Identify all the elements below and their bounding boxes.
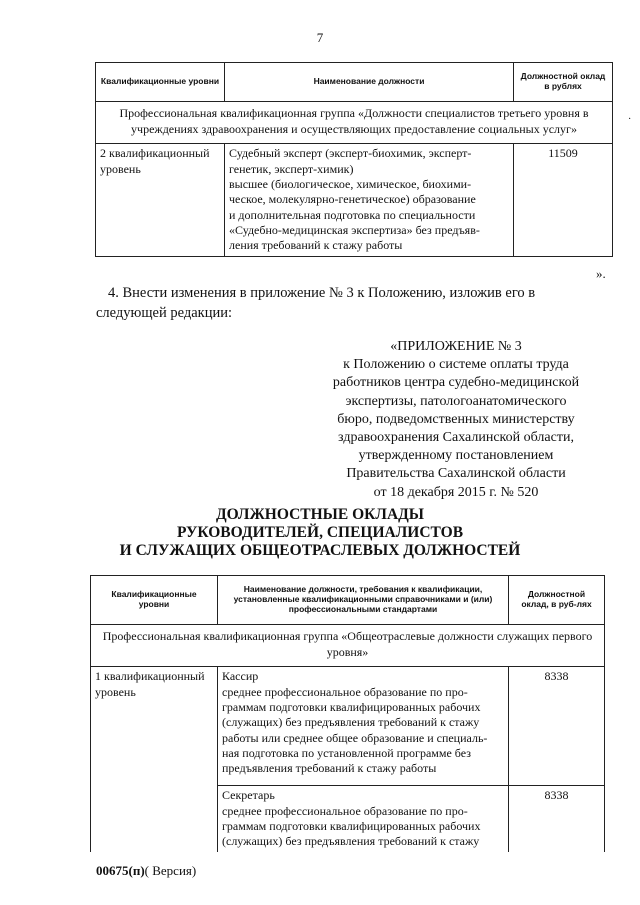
amendment-paragraph-line2: следующей редакции: bbox=[96, 305, 233, 321]
position-line: граммам подготовки квалифицированных рабочих bbox=[222, 818, 481, 833]
salary-cell: 11509 bbox=[514, 144, 613, 257]
position-cell bbox=[225, 144, 514, 257]
appendix-line: экспертизы, патологоанатомического bbox=[345, 393, 567, 409]
appendix-line: к Положению о системе оплаты труда bbox=[343, 357, 569, 373]
position-line: среднее профессиональное образование по про- bbox=[222, 684, 468, 699]
appendix-line: работников центра судебно-медицинской bbox=[332, 375, 580, 391]
position-title: Секретарь bbox=[222, 788, 275, 803]
position-line: Судебный эксперт (эксперт-биохимик, эксперт- bbox=[229, 146, 472, 161]
position-line: (служащих) без предъявления требований к стажу bbox=[222, 834, 480, 849]
position-cell bbox=[218, 786, 509, 852]
position-line: высшее (биологическое, химическое, биохими- bbox=[229, 176, 472, 191]
appendix-block bbox=[300, 338, 612, 502]
header-levels: Квалификационные уровни bbox=[96, 63, 225, 102]
level-cell: 1 квалификационный уровень bbox=[91, 667, 218, 852]
header-salary: Должностной оклад, в руб-лях bbox=[509, 576, 605, 625]
footer bbox=[96, 863, 196, 879]
header-levels: Квалификационные уровни bbox=[91, 576, 218, 625]
group-row bbox=[91, 625, 605, 667]
position-line: генетик, эксперт-химик) bbox=[229, 161, 354, 176]
document-code: 00675(п) bbox=[96, 863, 145, 878]
header-position: Наименование должности bbox=[225, 63, 514, 102]
table-row bbox=[96, 144, 613, 257]
level-cell: 2 квалификационный уровень bbox=[96, 144, 225, 257]
header-salary: Должностной оклад в рублях bbox=[514, 63, 613, 102]
header-position: Наименование должности, требования к квалификации, установленные квалификационными справочниками и (или) профессиональными стандартами bbox=[218, 576, 509, 625]
group-title: Профессиональная квалификационная группа «Должности специалистов третьего уровня в учреждениях здравоохранения и осуществляющих предоставление социальных услуг» bbox=[96, 102, 613, 144]
positions-table-2 bbox=[90, 575, 605, 852]
document-version: ( Версия) bbox=[144, 863, 197, 878]
closing-quote: ». bbox=[596, 266, 606, 281]
position-line: среднее профессиональное образование по про- bbox=[222, 803, 468, 818]
table-row bbox=[91, 667, 605, 786]
appendix-line: здравоохранения Сахалинской области, bbox=[338, 429, 574, 445]
appendix-line: «ПРИЛОЖЕНИЕ № 3 bbox=[390, 339, 522, 354]
appendix-line: от 18 декабря 2015 г. № 520 bbox=[373, 484, 539, 500]
document-title bbox=[0, 506, 640, 560]
appendix-line: бюро, подведомственных министерству bbox=[337, 411, 575, 427]
position-line: (служащих) без предъявления требований к стажу bbox=[222, 715, 480, 730]
position-line: и дополнительная подготовка по специальности bbox=[229, 207, 476, 222]
appendix-line: утвержденному постановлением bbox=[358, 448, 554, 464]
title-line: ДОЛЖНОСТНЫЕ ОКЛАДЫ bbox=[215, 506, 425, 523]
appendix-line: Правительства Сахалинской области bbox=[346, 466, 566, 482]
position-line: ческое, молекулярно-генетическое) образование bbox=[229, 192, 476, 207]
title-line: И СЛУЖАЩИХ ОБЩЕОТРАСЛЕВЫХ ДОЛЖНОСТЕЙ bbox=[119, 542, 521, 560]
amendment-paragraph-line1: 4. Внести изменения в приложение № 3 к Положению, изложив его в bbox=[108, 285, 536, 301]
margin-mark: · bbox=[628, 114, 632, 125]
position-line: ления требований к стажу работы bbox=[229, 238, 403, 253]
group-title: Профессиональная квалификационная группа «Общеотраслевые должности служащих первого уровня» bbox=[91, 625, 605, 667]
table-header-row bbox=[91, 576, 605, 625]
title-line: РУКОВОДИТЕЛЕЙ, СПЕЦИАЛИСТОВ bbox=[176, 524, 464, 542]
position-title: Кассир bbox=[222, 669, 259, 684]
position-line: предъявления требований к стажу работы bbox=[222, 761, 437, 776]
position-line: работы или среднее общее образование и специаль- bbox=[222, 730, 488, 745]
position-line: граммам подготовки квалифицированных рабочих bbox=[222, 699, 481, 714]
group-row bbox=[96, 102, 613, 144]
position-cell bbox=[218, 667, 509, 786]
position-line: ная подготовка по установленной программе без bbox=[222, 745, 471, 760]
position-line: «Судебно-медицинская экспертиза» без предъяв- bbox=[229, 222, 480, 237]
salary-cell: 8338 bbox=[509, 786, 605, 852]
page-number: 7 bbox=[316, 30, 324, 45]
salary-cell: 8338 bbox=[509, 667, 605, 786]
table-header-row bbox=[96, 63, 613, 102]
positions-table-1 bbox=[95, 62, 613, 257]
